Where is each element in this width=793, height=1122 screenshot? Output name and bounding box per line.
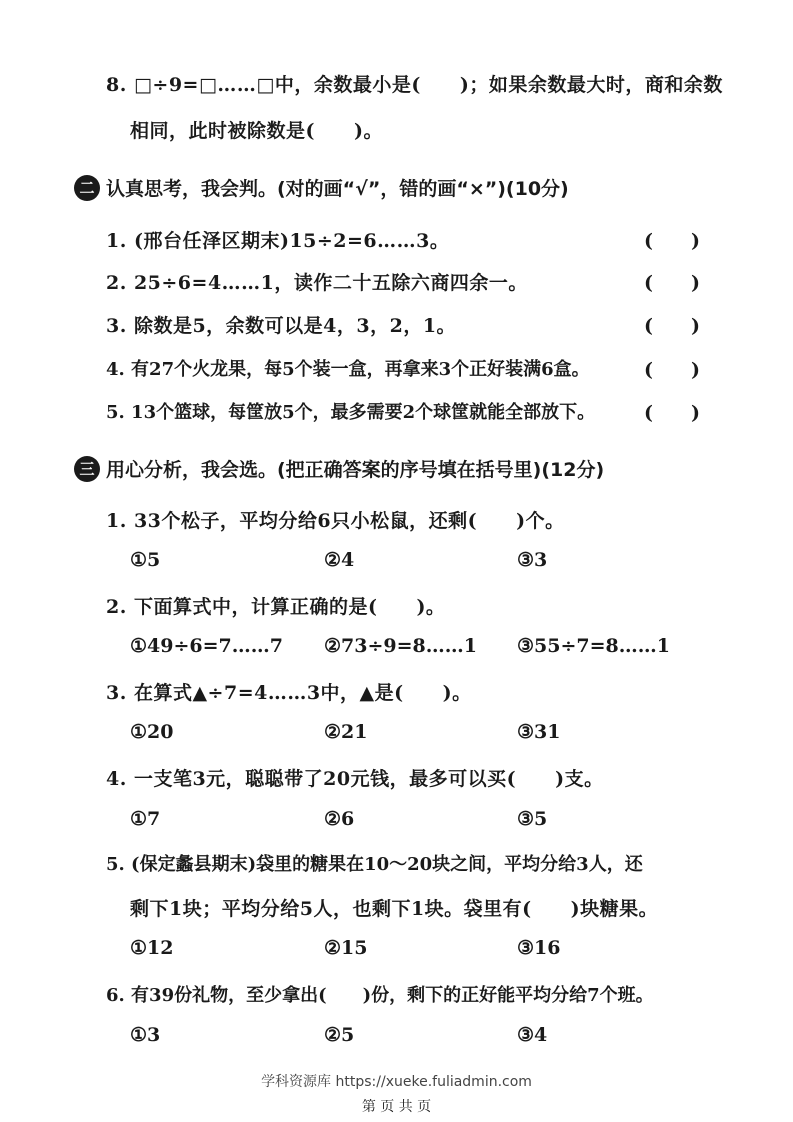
s3-q2-option-2: ②73÷9=8……1 xyxy=(324,635,477,657)
s3-q5-option-1: ①12 xyxy=(130,937,174,959)
s3-q5-line1: 5. (保定蠡县期末)袋里的糖果在10～20块之间，平均分给3人，还 xyxy=(106,854,643,875)
s3-q5-option-3: ③16 xyxy=(517,937,561,959)
s2-item-3: 3. 除数是5，余数可以是4，3，2，1。 xyxy=(106,315,457,337)
q8-line1: 8. □÷9=□……□中，余数最小是( )；如果余数最大时，商和余数 xyxy=(106,74,723,96)
s2-item-2: 2. 25÷6=4……1，读作二十五除六商四余一。 xyxy=(106,272,528,294)
s3-q4: 4. 一支笔3元，聪聪带了20元钱，最多可以买( )支。 xyxy=(106,768,604,790)
section3-title: 用心分析，我会选。(把正确答案的序号填在括号里)(12分) xyxy=(106,459,605,481)
s3-q6-option-1: ①3 xyxy=(130,1024,161,1046)
s3-q2-option-1: ①49÷6=7……7 xyxy=(130,635,283,657)
s3-q2-option-3: ③55÷7=8……1 xyxy=(517,635,670,657)
section2-badge: 二 xyxy=(74,175,100,201)
section3-badge: 三 xyxy=(74,456,100,482)
s3-q4-option-2: ②6 xyxy=(324,808,355,830)
s3-q2: 2. 下面算式中，计算正确的是( )。 xyxy=(106,596,446,618)
s2-answer-bracket-5[interactable]: ( ) xyxy=(644,402,700,424)
s3-q5-line2: 剩下1块；平均分给5人，也剩下1块。袋里有( )块糖果。 xyxy=(130,898,659,920)
s3-q6-option-2: ②5 xyxy=(324,1024,355,1046)
s2-answer-bracket-4[interactable]: ( ) xyxy=(644,359,700,381)
s2-answer-bracket-2[interactable]: ( ) xyxy=(644,272,700,294)
s3-q1-option-2: ②4 xyxy=(324,549,355,571)
s3-q4-option-3: ③5 xyxy=(517,808,548,830)
section2-title: 认真思考，我会判。(对的画“√”，错的画“×”)(10分) xyxy=(106,178,569,200)
s3-q6: 6. 有39份礼物，至少拿出( )份，剩下的正好能平均分给7个班。 xyxy=(106,985,654,1006)
section3-heading xyxy=(74,455,604,482)
s2-item-5: 5. 13个篮球，每筐放5个，最多需要2个球筐就能全部放下。 xyxy=(106,402,596,423)
s3-q1-option-3: ③3 xyxy=(517,549,548,571)
section2-heading xyxy=(74,174,569,201)
footer-source: 学科资源库 https://xueke.fuliadmin.com xyxy=(261,1074,532,1090)
s3-q1-option-1: ①5 xyxy=(130,549,161,571)
q8-line2: 相同，此时被除数是( )。 xyxy=(130,120,383,142)
s3-q3-option-2: ②21 xyxy=(324,721,368,743)
s2-answer-bracket-3[interactable]: ( ) xyxy=(644,315,700,337)
s3-q5-option-2: ②15 xyxy=(324,937,368,959)
footer-page: 第 页 共 页 xyxy=(361,1099,432,1115)
s3-q3: 3. 在算式▲÷7=4……3中，▲是( )。 xyxy=(106,682,472,704)
s3-q4-option-1: ①7 xyxy=(130,808,161,830)
s2-item-1: 1. (邢台任泽区期末)15÷2=6……3。 xyxy=(106,230,450,252)
s3-q1: 1. 33个松子，平均分给6只小松鼠，还剩( )个。 xyxy=(106,510,565,532)
s3-q6-option-3: ③4 xyxy=(517,1024,548,1046)
s3-q3-option-3: ③31 xyxy=(517,721,561,743)
s2-answer-bracket-1[interactable]: ( ) xyxy=(644,230,700,252)
s2-item-4: 4. 有27个火龙果，每5个装一盒，再拿来3个正好装满6盒。 xyxy=(106,359,590,380)
s3-q3-option-1: ①20 xyxy=(130,721,174,743)
